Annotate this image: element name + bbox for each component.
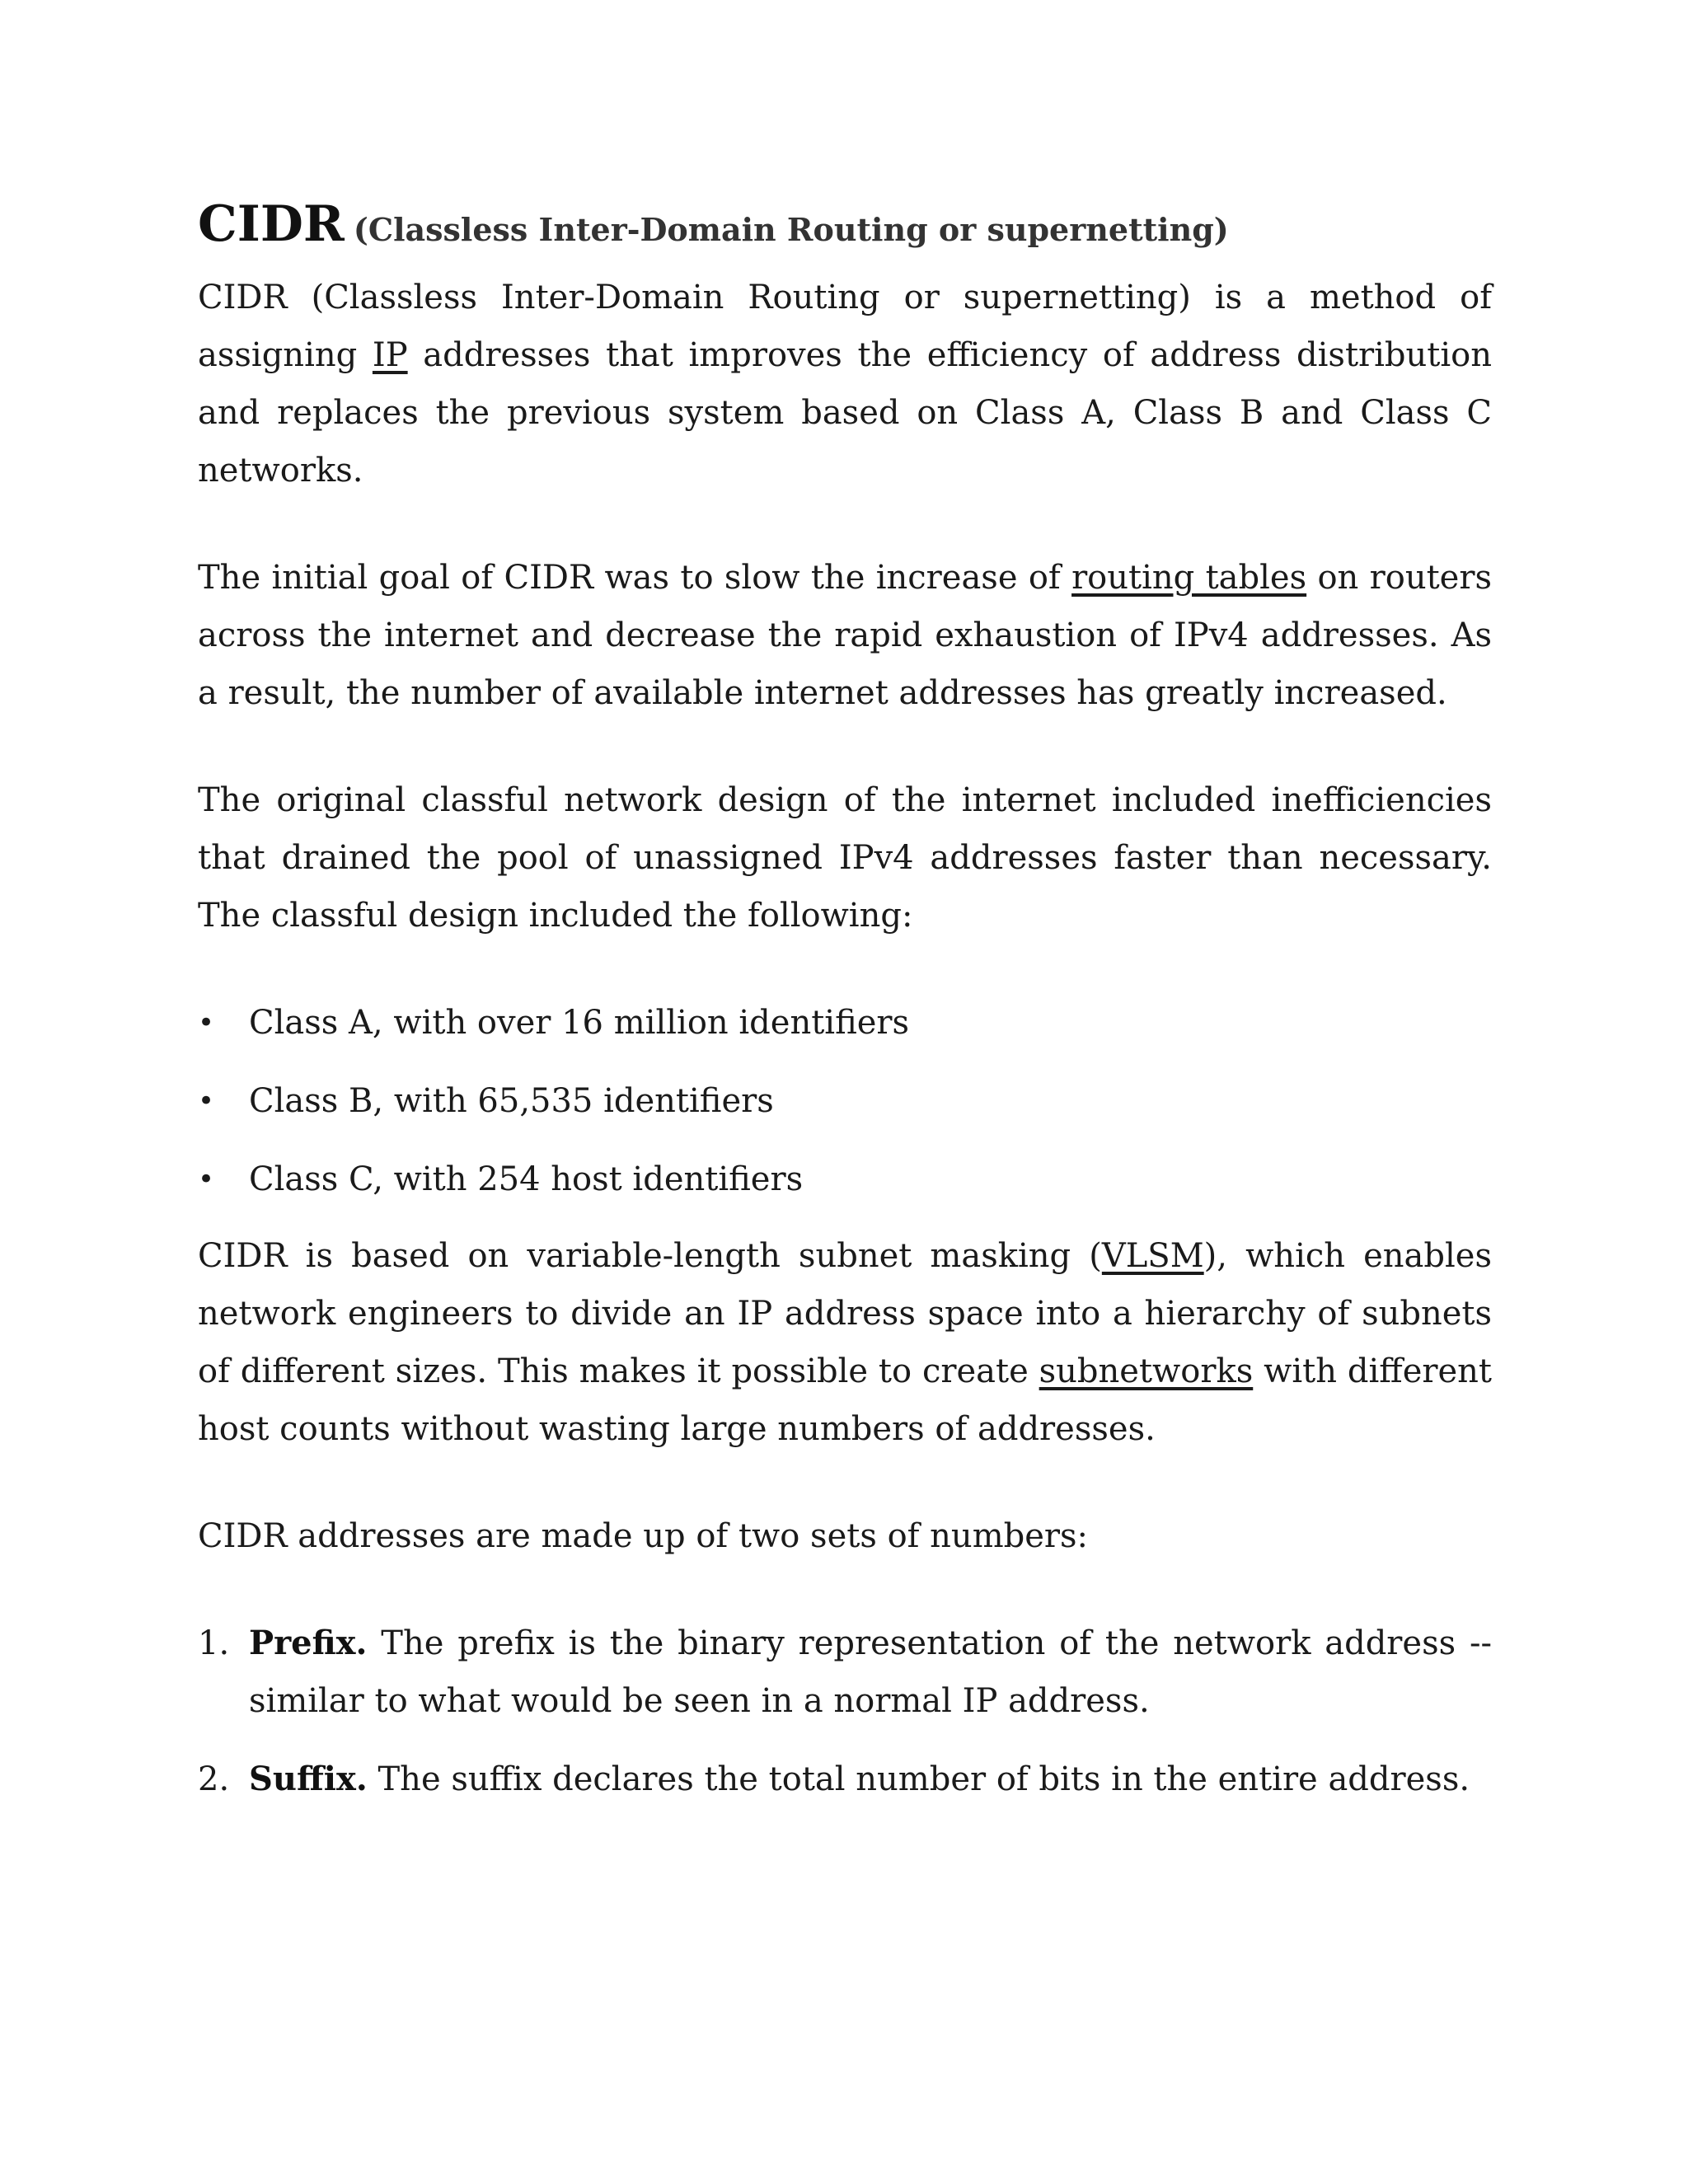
paragraph-vlsm — [198, 1227, 1492, 1458]
list-item-text: The suffix declares the total number of bits in the entire address. — [367, 1760, 1470, 1798]
document-title — [198, 194, 1492, 254]
paragraph-text: The original classful network design of the internet included inefficiencies that drained the pool of unassigned IPv4 addresses faster than necessary. The classful design included the following: — [198, 781, 1492, 935]
paragraph-goal — [198, 549, 1492, 722]
paragraph-text: with different host counts without wasting large numbers of addresses. — [198, 1352, 1492, 1448]
parts-list — [198, 1615, 1492, 1808]
paragraph-text: on routers across the internet and decrease the rapid exhaustion of IPv4 addresses. As a result, the number of available internet addresses has greatly increased. — [198, 559, 1492, 712]
list-item — [198, 1750, 1492, 1808]
paragraph-text: CIDR (Classless Inter-Domain Routing or supernetting) is a method of assigning — [198, 279, 1492, 374]
list-item-text: Class C, with 254 host identifiers — [249, 1160, 804, 1198]
title-main: CIDR — [198, 195, 345, 253]
list-item-text: Class A, with over 16 million identifiers — [249, 1004, 910, 1042]
term-prefix: Prefix. — [249, 1624, 368, 1662]
paragraph-text: ), which enables network engineers to divide an IP address space into a hierarchy of subnets of different sizes. This makes it possible to create — [198, 1237, 1492, 1390]
paragraph-text: The initial goal of CIDR was to slow the increase of — [198, 559, 1072, 597]
list-item — [198, 994, 1492, 1052]
class-list — [198, 994, 1492, 1208]
vlsm-link[interactable]: VLSM — [1101, 1237, 1204, 1275]
paragraph-text: CIDR addresses are made up of two sets of numbers: — [198, 1517, 1089, 1555]
list-item — [198, 1615, 1492, 1730]
term-suffix: Suffix. — [249, 1760, 368, 1798]
list-number: 1. — [198, 1624, 230, 1662]
list-item-text: The prefix is the binary representation of the network address -- similar to what would be seen in a normal IP address. — [249, 1624, 1492, 1720]
paragraph-intro — [198, 269, 1492, 499]
subnetworks-link[interactable]: subnetworks — [1039, 1352, 1254, 1390]
ip-link[interactable]: IP — [372, 336, 408, 374]
paragraph-addresses — [198, 1507, 1492, 1565]
paragraph-text: CIDR is based on variable-length subnet masking ( — [198, 1237, 1102, 1275]
bullet-icon: • — [198, 1163, 215, 1196]
paragraph-text: addresses that improves the efficiency of address distribution and replaces the previous system based on Class A, Class B and Class C networks. — [198, 336, 1493, 490]
list-item — [198, 1072, 1492, 1130]
list-number: 2. — [198, 1760, 230, 1798]
paragraph-classful — [198, 771, 1492, 944]
bullet-icon: • — [198, 1006, 215, 1039]
bullet-icon: • — [198, 1085, 215, 1118]
list-item-text: Class B, with 65,535 identifiers — [249, 1082, 774, 1120]
list-item — [198, 1151, 1492, 1208]
routing-tables-link[interactable]: routing tables — [1071, 559, 1307, 597]
title-subtitle: (Classless Inter-Domain Routing or supernetting) — [353, 211, 1229, 248]
